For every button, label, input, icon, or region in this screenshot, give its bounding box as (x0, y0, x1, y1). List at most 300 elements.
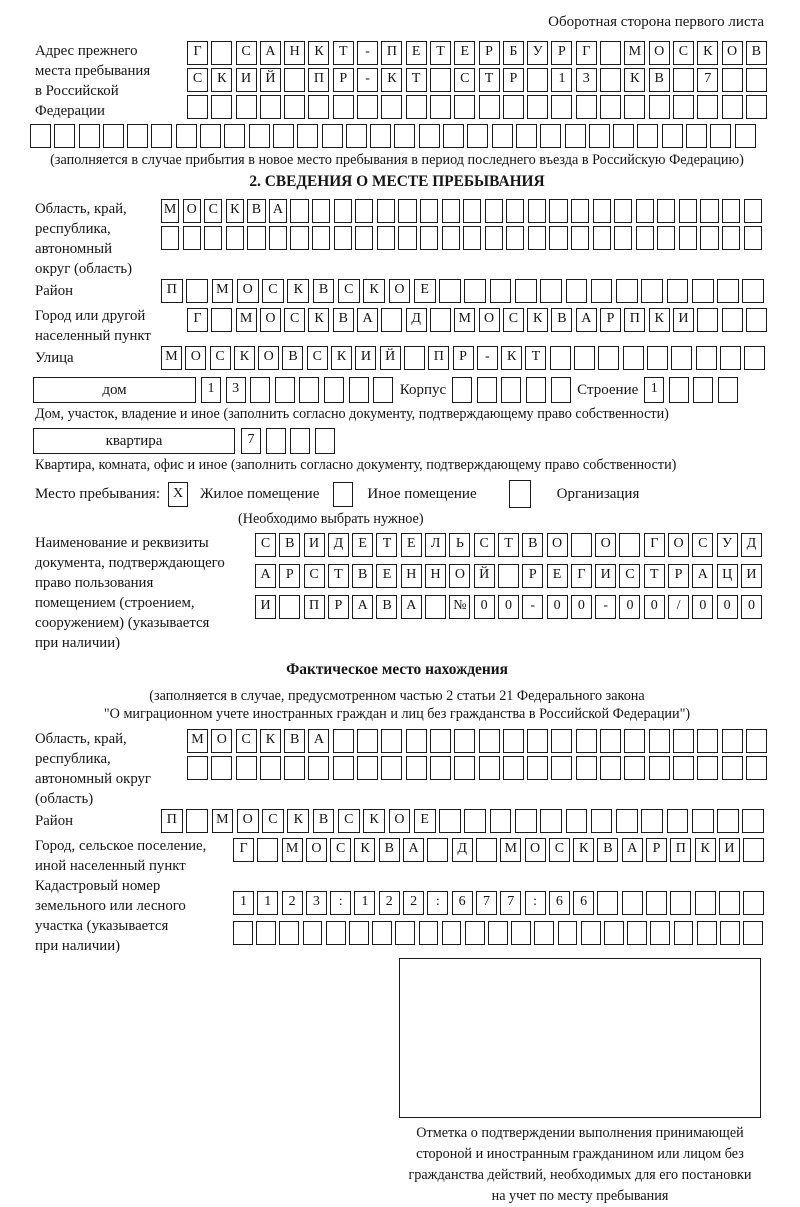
char-cell (485, 226, 503, 250)
char-cell (357, 756, 378, 780)
char-cell: С (204, 199, 222, 223)
char-cell (526, 377, 546, 403)
apartment-label-box: квартира (33, 428, 235, 454)
char-cell: В (284, 729, 305, 753)
char-cell: О (722, 41, 743, 65)
char-cell: О (525, 838, 546, 862)
char-cell: В (247, 199, 265, 223)
char-cell (670, 891, 691, 915)
char-cell (465, 921, 485, 945)
char-cell (604, 921, 624, 945)
char-cell (299, 377, 319, 403)
char-cell: Д (328, 533, 349, 557)
char-cell: 7 (697, 68, 718, 92)
char-cell (333, 729, 354, 753)
char-cell (722, 226, 740, 250)
char-cell: Т (333, 41, 354, 65)
char-cell: 1 (644, 377, 664, 403)
char-cell (349, 377, 369, 403)
char-cell (549, 199, 567, 223)
char-cell: 0 (741, 595, 762, 619)
char-cell: К (501, 346, 522, 370)
char-cell: Р (522, 564, 543, 588)
char-cell (571, 533, 592, 557)
char-cell: - (477, 346, 498, 370)
char-cell (613, 124, 634, 148)
char-cell: К (287, 809, 309, 833)
char-cell (598, 346, 619, 370)
char-cell (420, 226, 438, 250)
char-cell: Г (187, 41, 208, 65)
char-cell: И (255, 595, 276, 619)
char-cell (490, 279, 512, 303)
char-cell (501, 377, 521, 403)
char-cell (279, 595, 300, 619)
korpus-cells (452, 377, 575, 403)
char-cell (624, 756, 645, 780)
char-cell (686, 124, 707, 148)
char-cell: Т (376, 533, 397, 557)
char-cell: Г (233, 838, 254, 862)
char-cell (479, 756, 500, 780)
char-cell: М (624, 41, 645, 65)
char-cell: К (234, 346, 255, 370)
char-cell (250, 377, 270, 403)
char-cell (551, 95, 572, 119)
char-cell: 0 (717, 595, 738, 619)
char-cell (746, 308, 767, 332)
char-cell: С (692, 533, 713, 557)
char-cell (186, 279, 208, 303)
char-cell: Е (376, 564, 397, 588)
char-cell: П (161, 809, 183, 833)
char-cell: Й (474, 564, 495, 588)
char-cell (463, 226, 481, 250)
char-cell (647, 346, 668, 370)
char-cell (746, 756, 767, 780)
char-cell: Д (406, 308, 427, 332)
prev-address-row-3 (187, 95, 770, 119)
char-cell (357, 95, 378, 119)
char-cell: 2 (282, 891, 303, 915)
char-cell: А (401, 595, 422, 619)
char-cell: Н (425, 564, 446, 588)
char-cell: Ь (449, 533, 470, 557)
char-cell (622, 891, 643, 915)
char-cell (641, 809, 663, 833)
char-cell (273, 124, 294, 148)
char-cell (236, 95, 257, 119)
char-cell (593, 226, 611, 250)
char-cell (624, 729, 645, 753)
char-cell: В (282, 346, 303, 370)
char-cell (454, 756, 475, 780)
actual-district-block (30, 809, 764, 836)
char-cell: Р (503, 68, 524, 92)
char-cell (211, 756, 232, 780)
char-cell: С (338, 279, 360, 303)
char-cell (467, 124, 488, 148)
char-cell (576, 729, 597, 753)
prev-address-row-4 (30, 124, 764, 148)
char-cell: - (357, 68, 378, 92)
cadastral-block (30, 876, 764, 956)
char-cell: 6 (549, 891, 570, 915)
char-cell (406, 729, 427, 753)
char-cell: К (363, 809, 385, 833)
stroenie-cells (644, 377, 742, 403)
char-cell (565, 124, 586, 148)
char-cell: О (595, 533, 616, 557)
char-cell: А (576, 308, 597, 332)
prev-address-note: (заполняется в случае прибытия в новое место пребывания в период последнего въезда в Российскую Федерацию) (50, 152, 744, 168)
char-cell (464, 809, 486, 833)
char-cell: У (717, 533, 738, 557)
char-cell (646, 891, 667, 915)
char-cell: К (308, 41, 329, 65)
char-cell: 7 (241, 428, 261, 454)
char-cell (249, 124, 270, 148)
char-cell: Е (401, 533, 422, 557)
char-cell: В (333, 308, 354, 332)
char-cell: М (500, 838, 521, 862)
char-cell (503, 756, 524, 780)
char-cell (398, 226, 416, 250)
stay-city-row (187, 308, 770, 332)
char-cell (673, 756, 694, 780)
char-cell (349, 921, 369, 945)
char-cell: К (287, 279, 309, 303)
char-cell: : (525, 891, 546, 915)
char-cell: Е (406, 41, 427, 65)
char-cell (528, 226, 546, 250)
actual-district-row (161, 809, 768, 833)
char-cell (566, 809, 588, 833)
char-cell (297, 124, 318, 148)
char-cell (506, 226, 524, 250)
stamp-box (399, 958, 761, 1118)
char-cell: 0 (692, 595, 713, 619)
char-cell (419, 124, 440, 148)
char-cell: В (313, 809, 335, 833)
char-cell (614, 226, 632, 250)
char-cell: 0 (571, 595, 592, 619)
char-cell (527, 95, 548, 119)
char-cell (540, 124, 561, 148)
char-cell: О (389, 279, 411, 303)
char-cell (636, 226, 654, 250)
stay-type-checkbox-residential: X (168, 482, 188, 507)
char-cell (623, 346, 644, 370)
stay-type-option-residential: Жилое помещение (200, 485, 320, 502)
actual-region-label: Область, край, республика, автономный округ (область) (35, 731, 151, 807)
char-cell (527, 756, 548, 780)
char-cell (442, 921, 462, 945)
char-cell: Г (576, 41, 597, 65)
char-cell (679, 226, 697, 250)
char-cell (742, 809, 764, 833)
char-cell: Р (328, 595, 349, 619)
char-cell (324, 377, 344, 403)
char-cell (515, 809, 537, 833)
char-cell (151, 124, 172, 148)
char-cell (211, 41, 232, 65)
actual-district-label: Район (35, 813, 74, 829)
char-cell: В (649, 68, 670, 92)
char-cell: С (673, 41, 694, 65)
char-cell: О (668, 533, 689, 557)
char-cell: 7 (476, 891, 497, 915)
char-cell (224, 124, 245, 148)
char-cell: И (355, 346, 376, 370)
char-cell: 0 (498, 595, 519, 619)
char-cell: О (649, 41, 670, 65)
char-cell (211, 308, 232, 332)
char-cell: К (354, 838, 375, 862)
char-cell (614, 199, 632, 223)
char-cell: О (237, 809, 259, 833)
char-cell: К (363, 279, 385, 303)
char-cell: С (236, 729, 257, 753)
char-cell: 1 (354, 891, 375, 915)
char-cell (593, 199, 611, 223)
stay-type-checkbox-organization (509, 480, 531, 508)
char-cell (722, 308, 743, 332)
char-cell (308, 756, 329, 780)
char-cell (334, 226, 352, 250)
char-cell: К (226, 199, 244, 223)
stay-type-option-organization: Организация (556, 485, 640, 502)
char-cell (479, 95, 500, 119)
char-cell (669, 377, 689, 403)
char-cell (692, 279, 714, 303)
char-cell: 7 (500, 891, 521, 915)
char-cell (290, 199, 308, 223)
char-cell (420, 199, 438, 223)
char-cell (490, 809, 512, 833)
char-cell (381, 729, 402, 753)
char-cell (673, 68, 694, 92)
char-cell (662, 124, 683, 148)
char-cell (312, 226, 330, 250)
char-cell (404, 346, 425, 370)
char-cell: К (695, 838, 716, 862)
char-cell (697, 756, 718, 780)
char-cell (600, 756, 621, 780)
char-cell: А (357, 308, 378, 332)
char-cell: В (522, 533, 543, 557)
char-cell: П (381, 41, 402, 65)
char-cell: О (183, 199, 201, 223)
actual-city-row (233, 838, 768, 862)
char-cell (372, 921, 392, 945)
char-cell: С (304, 564, 325, 588)
char-cell: Г (644, 533, 665, 557)
actual-region-row-1 (187, 729, 770, 753)
char-cell (290, 428, 310, 454)
char-cell: К (308, 308, 329, 332)
char-cell: А (269, 199, 287, 223)
char-cell (452, 377, 472, 403)
apartment-row (33, 428, 764, 454)
char-cell: С (549, 838, 570, 862)
char-cell: / (668, 595, 689, 619)
char-cell (381, 756, 402, 780)
char-cell (589, 124, 610, 148)
char-cell: Г (571, 564, 592, 588)
char-cell (200, 124, 221, 148)
char-cell (719, 891, 740, 915)
actual-location-note-1: (заполняется в случае, предусмотренном частью 2 статьи 21 Федерального закона (149, 688, 645, 704)
char-cell (600, 729, 621, 753)
stay-type-checkbox-other (333, 482, 353, 507)
prev-address-row-2 (187, 68, 770, 92)
char-cell: Т (430, 41, 451, 65)
char-cell (406, 95, 427, 119)
char-cell: 6 (573, 891, 594, 915)
char-cell (303, 921, 323, 945)
char-cell: Г (187, 308, 208, 332)
char-cell (357, 729, 378, 753)
char-cell: Т (328, 564, 349, 588)
actual-location-note-2: "О миграционном учете иностранных граждан и лиц без гражданства в Российской Федерации") (103, 706, 691, 722)
house-number-cells (201, 377, 398, 403)
char-cell: С (236, 41, 257, 65)
stay-region-row-2 (161, 226, 765, 250)
char-cell: 2 (403, 891, 424, 915)
char-cell: Р (668, 564, 689, 588)
char-cell: А (403, 838, 424, 862)
cadastral-label: Кадастровый номер земельного или лесного участка (указывается при наличии) (35, 878, 186, 954)
char-cell: О (260, 308, 281, 332)
char-cell (549, 226, 567, 250)
stroenie-label: Строение (577, 382, 639, 398)
char-cell: О (185, 346, 206, 370)
char-cell: В (379, 838, 400, 862)
char-cell (641, 279, 663, 303)
prev-address-label: Адрес прежнего места пребывания в Российской Федерации (35, 43, 151, 119)
stay-street-row (161, 346, 768, 370)
char-cell (279, 921, 299, 945)
char-cell: О (306, 838, 327, 862)
char-cell: Т (525, 346, 546, 370)
char-cell (430, 68, 451, 92)
char-cell (442, 226, 460, 250)
title-document-label: Наименование и реквизиты документа, подтверждающего право пользования помещением (строением, сооружением) (указывается при наличии) (35, 535, 225, 651)
char-cell (718, 377, 738, 403)
char-cell: 3 (226, 377, 246, 403)
char-cell (333, 756, 354, 780)
char-cell (443, 124, 464, 148)
char-cell: - (595, 595, 616, 619)
char-cell (377, 226, 395, 250)
char-cell (674, 921, 694, 945)
char-cell (679, 199, 697, 223)
char-cell: Й (380, 346, 401, 370)
char-cell (558, 921, 578, 945)
char-cell (581, 921, 601, 945)
char-cell (722, 199, 740, 223)
char-cell: А (255, 564, 276, 588)
char-cell: О (449, 564, 470, 588)
stay-region-row-1 (161, 199, 765, 223)
stay-type-row (35, 480, 764, 508)
char-cell: К (211, 68, 232, 92)
char-cell (398, 199, 416, 223)
char-cell (619, 533, 640, 557)
char-cell (624, 95, 645, 119)
char-cell (667, 809, 689, 833)
char-cell (636, 199, 654, 223)
char-cell: К (573, 838, 594, 862)
char-cell (744, 199, 762, 223)
apartment-cells (241, 428, 339, 454)
char-cell (506, 199, 524, 223)
char-cell (439, 809, 461, 833)
char-cell: И (304, 533, 325, 557)
char-cell (551, 377, 571, 403)
char-cell (540, 279, 562, 303)
char-cell (744, 226, 762, 250)
char-cell (260, 756, 281, 780)
char-cell (637, 124, 658, 148)
stay-street-label: Улица (35, 350, 74, 366)
char-cell: М (161, 199, 179, 223)
char-cell (333, 95, 354, 119)
stay-city-label: Город или другой населенный пункт (35, 308, 151, 344)
char-cell (550, 346, 571, 370)
char-cell (103, 124, 124, 148)
char-cell: С (262, 279, 284, 303)
char-cell (355, 199, 373, 223)
char-cell (616, 809, 638, 833)
char-cell (649, 95, 670, 119)
char-cell (746, 68, 767, 92)
char-cell (79, 124, 100, 148)
char-cell (427, 838, 448, 862)
stay-district-block (30, 279, 764, 306)
char-cell (430, 756, 451, 780)
char-cell (735, 124, 756, 148)
char-cell: А (622, 838, 643, 862)
char-cell (127, 124, 148, 148)
char-cell (485, 199, 503, 223)
char-cell: 2 (379, 891, 400, 915)
char-cell (233, 921, 253, 945)
stay-district-row (161, 279, 768, 303)
char-cell (527, 729, 548, 753)
char-cell (551, 756, 572, 780)
char-cell: Р (551, 41, 572, 65)
char-cell: М (282, 838, 303, 862)
char-cell (722, 756, 743, 780)
char-cell (650, 921, 670, 945)
char-cell (381, 95, 402, 119)
title-document-row-3 (255, 595, 765, 619)
char-cell: П (304, 595, 325, 619)
char-cell: С (619, 564, 640, 588)
char-cell: М (236, 308, 257, 332)
char-cell (322, 124, 343, 148)
stay-type-note: (Необходимо выбрать нужное) (238, 511, 424, 527)
char-cell (667, 279, 689, 303)
char-cell (275, 377, 295, 403)
char-cell (503, 95, 524, 119)
char-cell (576, 95, 597, 119)
char-cell (673, 95, 694, 119)
char-cell: Р (479, 41, 500, 65)
char-cell: - (522, 595, 543, 619)
